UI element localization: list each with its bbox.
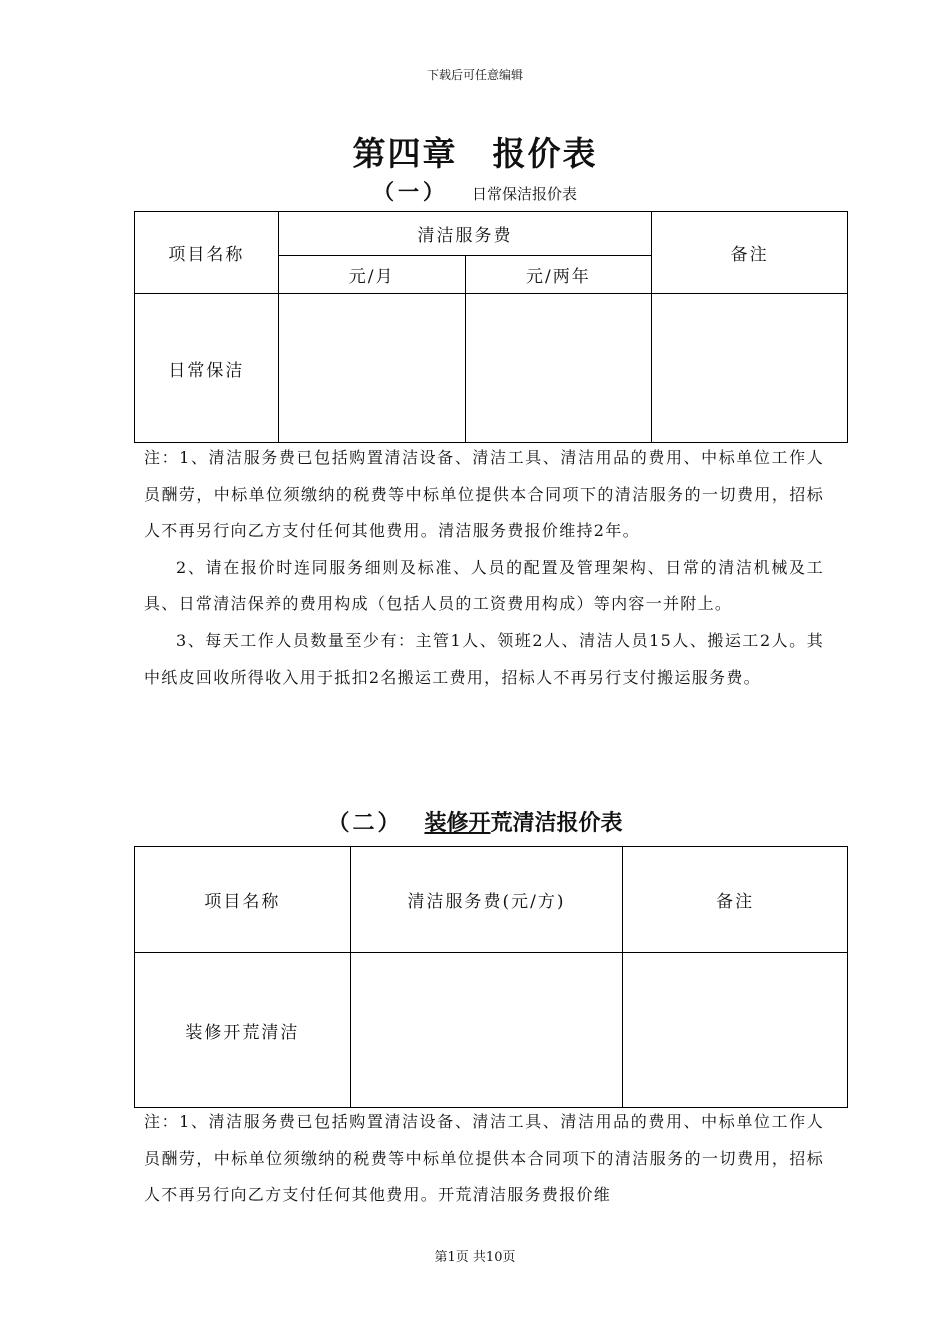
header-fee-two-years: 元/两年	[465, 256, 652, 294]
section2-number: （二）	[327, 810, 403, 836]
header-cleaning-fee-per-sqm: 清洁服务费(元/方)	[350, 847, 623, 953]
header-cleaning-fee: 清洁服务费	[278, 212, 651, 256]
section2-title-rest: 荒清洁报价表	[490, 810, 623, 836]
cell-remark	[623, 953, 848, 1108]
row-item-renovation-cleaning: 装修开荒清洁	[135, 953, 351, 1108]
header-item-name: 项目名称	[135, 212, 279, 294]
chapter-title: 第四章 报价表	[352, 134, 598, 173]
cell-remark	[652, 294, 848, 443]
section2-notes	[144, 1104, 824, 1214]
cell-fee-two-years	[465, 294, 652, 443]
renovation-cleaning-quote-table	[134, 846, 848, 1108]
note-1: 注：1、清洁服务费已包括购置清洁设备、清洁工具、清洁用品的费用、中标单位工作人员酬劳，中标单位须缴纳的税费等中标单位提供本合同项下的清洁服务的一切费用，招标人不再另行向乙方支付任何其他费用。清洁服务费报价维持2年。	[144, 448, 824, 541]
section2-title-underlined: 装修开	[424, 810, 491, 836]
section1-number: （一）	[372, 179, 448, 204]
daily-cleaning-quote-table	[134, 211, 848, 443]
header-remark: 备注	[652, 212, 848, 294]
row-item-daily-cleaning: 日常保洁	[135, 294, 279, 443]
section2-heading	[0, 806, 950, 837]
section1-title: 日常保洁报价表	[471, 185, 577, 203]
header-fee-per-month: 元/月	[278, 256, 465, 294]
note-2: 2、请在报价时连同服务细则及标准、人员的配置及管理架构、日常的清洁机械及工具、日常清洁保养的费用构成（包括人员的工资费用构成）等内容一并附上。	[144, 557, 824, 614]
header-item-name: 项目名称	[135, 847, 351, 953]
note-1: 注：1、清洁服务费已包括购置清洁设备、清洁工具、清洁用品的费用、中标单位工作人员酬劳，中标单位须缴纳的税费等中标单位提供本合同项下的清洁服务的一切费用，招标人不再另行向乙方支付任何其他费用。开荒清洁服务费报价维	[144, 1112, 824, 1205]
cell-fee-month	[278, 294, 465, 443]
section1-heading	[0, 176, 950, 206]
note-3: 3、每天工作人员数量至少有：主管1人、领班2人、清洁人员15人、搬运工2人。其中纸皮回收所得收入用于抵扣2名搬运工费用，招标人不再另行支付搬运服务费。	[144, 630, 824, 687]
page-footer: 第1页 共10页	[434, 1250, 516, 1265]
header-note: 下载后可任意编辑	[426, 68, 523, 82]
section1-notes	[144, 440, 824, 696]
cell-fee	[350, 953, 623, 1108]
header-remark: 备注	[623, 847, 848, 953]
